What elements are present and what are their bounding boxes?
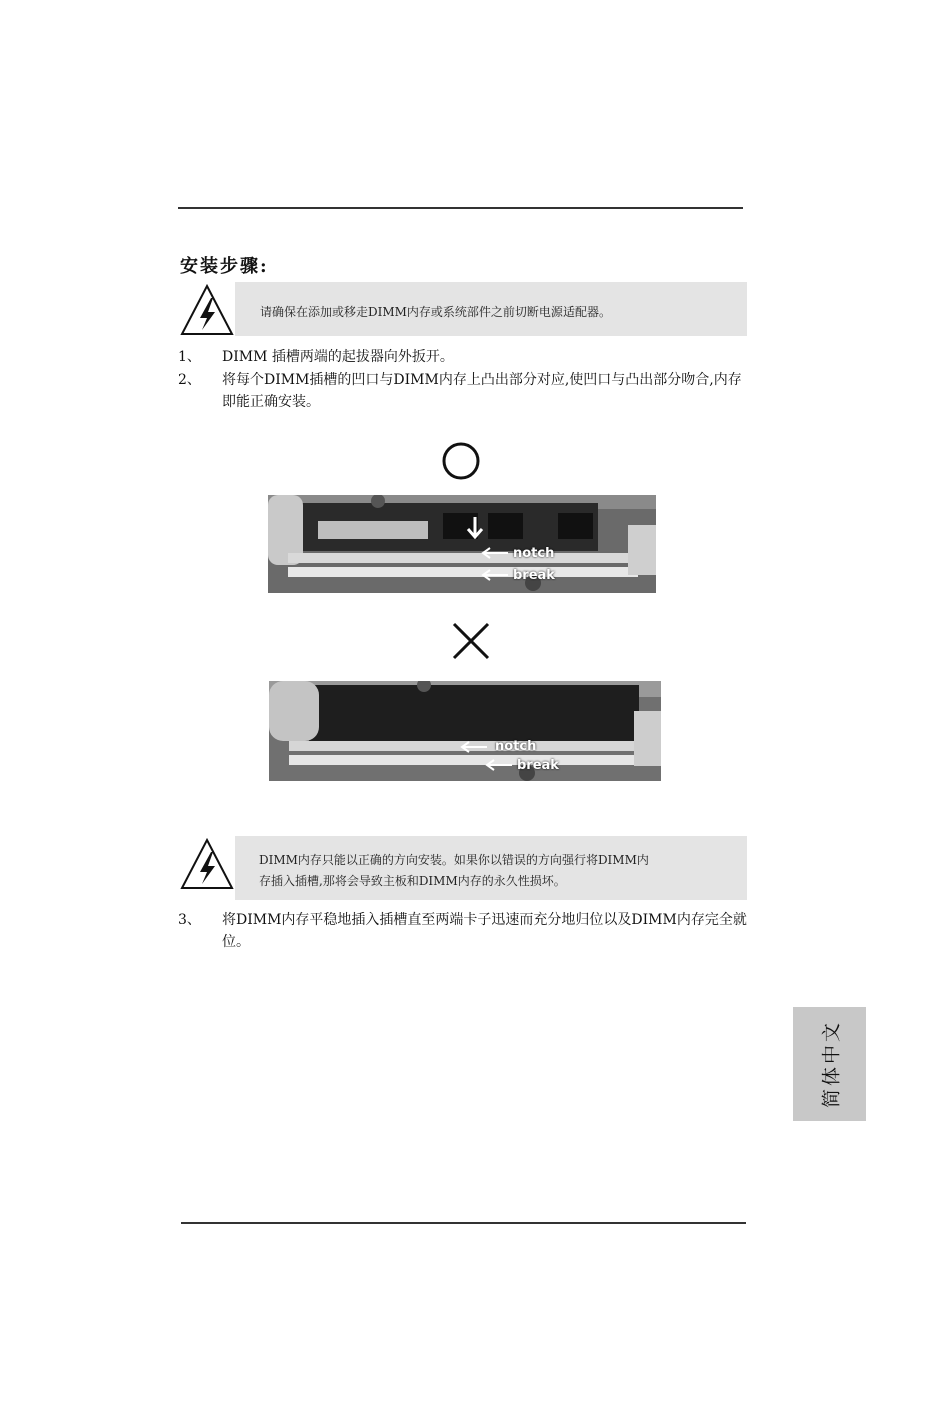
warning-line-2: 存插入插槽,那将会导致主板和DIMM内存的永久性损坏。 <box>259 874 566 888</box>
dimm-wrong-photo <box>269 681 661 781</box>
step-text: DIMM 插槽两端的起拔器向外扳开。 <box>222 349 454 365</box>
language-side-tab <box>793 1007 866 1121</box>
dimm-correct-photo <box>268 495 656 593</box>
bottom-rule <box>181 1222 746 1224</box>
warning-box-power <box>235 282 747 336</box>
warning-box-orientation <box>235 836 747 900</box>
lightning-warning-icon <box>178 836 236 894</box>
warning-text: 请确保在添加或移走DIMM内存或系统部件之前切断电源适配器。 <box>260 305 611 319</box>
step-number: 1、 <box>178 349 201 365</box>
step-text: 将每个DIMM插槽的凹口与DIMM内存上凸出部分对应,使凹口与凸出部分吻合,内存即能正确安装。 <box>222 372 742 410</box>
notch-label: notch <box>495 739 537 754</box>
notch-label: notch <box>513 546 555 561</box>
lightning-warning-icon <box>178 282 236 340</box>
warning-line-1: DIMM内存只能以正确的方向安装。如果你以错误的方向强行将DIMM内 <box>259 853 649 867</box>
section-heading: 安装步骤: <box>180 256 269 277</box>
step-number: 3、 <box>178 912 201 928</box>
step-number: 2、 <box>178 372 201 388</box>
break-label: break <box>517 758 559 773</box>
top-rule <box>178 207 743 209</box>
step-text: 将DIMM内存平稳地插入插槽直至两端卡子迅速而充分地归位以及DIMM内存完全就位。 <box>222 912 747 950</box>
language-label: 简体中文 <box>820 1019 842 1109</box>
wrong-cross-icon <box>450 620 492 662</box>
warning-text <box>259 850 729 892</box>
break-label: break <box>513 568 555 583</box>
correct-circle-icon <box>440 440 482 482</box>
